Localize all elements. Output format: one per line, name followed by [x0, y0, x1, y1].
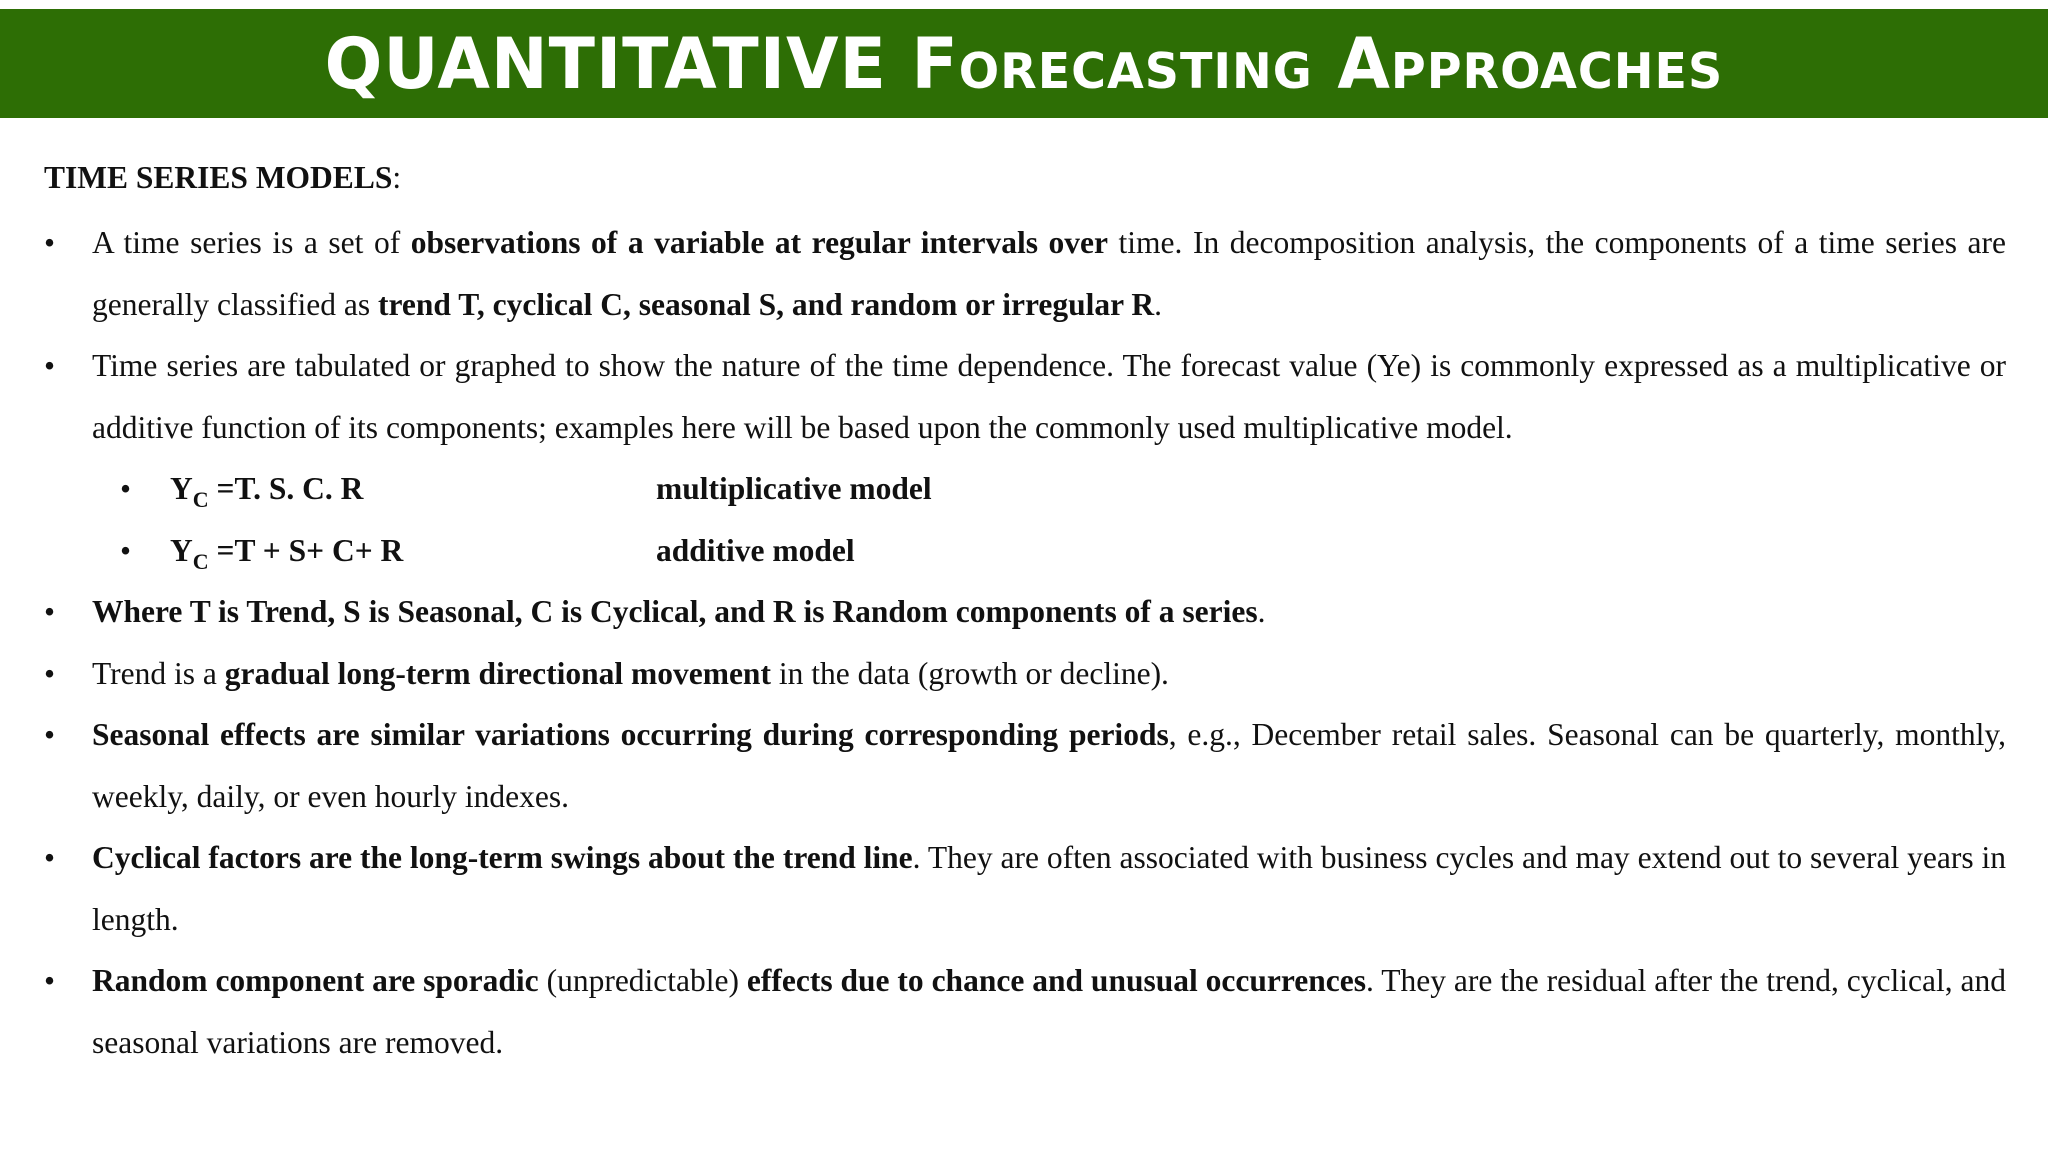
- bullet-icon: •: [44, 225, 56, 260]
- formula-y: Y: [170, 471, 193, 506]
- formula-subscript: C: [192, 487, 209, 512]
- bullet-seasonal: [44, 704, 2006, 827]
- bullet-icon: •: [44, 840, 56, 875]
- bullet-bold-text: Where T is Trend, S is Seasonal, C is Cyclical, and R is Random components of a series: [92, 594, 1258, 629]
- bullet-text: in the data (growth or decline).: [770, 655, 1169, 691]
- model-additive: [44, 520, 2006, 582]
- bullet-text: A time series is a set of: [92, 225, 411, 260]
- title-bar: [0, 9, 2048, 118]
- section-heading-label: TIME SERIES MODELS: [44, 160, 393, 195]
- bullet-bold-text: gradual long-term directional movement: [224, 655, 771, 691]
- bullet-text: time. In decomposition analysis, the components of a time series are generally classified as: [92, 225, 2006, 322]
- bullet-bold-text: trend T, cyclical C, seasonal S, and random or irregular R: [378, 286, 1155, 322]
- bullet-bold-text: observations of a variable at regular intervals over: [410, 225, 1109, 260]
- bullet-text: . They are often associated with business cycles and may extend out to several years in length.: [92, 840, 2007, 937]
- bullet-time-series-definition: [44, 212, 2006, 335]
- section-heading-colon: :: [392, 160, 402, 195]
- bullet-trend: [44, 643, 2006, 705]
- bullet-bold-text: Cyclical factors are the long-term swings about the trend line: [92, 840, 913, 875]
- bullet-bold-text: effects due to chance and unusual occurrences: [746, 963, 1367, 998]
- model-name: additive model: [656, 532, 855, 568]
- model-formula: [170, 520, 656, 582]
- bullet-icon: •: [44, 655, 56, 691]
- bullet-bold-text: Seasonal effects are similar variations occurring during corresponding periods: [92, 717, 1169, 752]
- bullet-cyclical: [44, 827, 2006, 950]
- bullet-icon: •: [44, 348, 56, 383]
- bullet-text: Trend is a: [92, 655, 225, 691]
- formula-y: Y: [170, 532, 193, 568]
- formula-expression: =T + S+ C+ R: [208, 532, 404, 568]
- sub-bullet-icon: •: [120, 471, 132, 506]
- sub-bullet-icon: •: [120, 532, 132, 568]
- section-heading: [44, 150, 2006, 212]
- bullet-icon: •: [44, 594, 56, 629]
- bullet-icon: •: [44, 717, 56, 752]
- slide-title: QUANTITATIVE Forecasting Approaches: [324, 22, 1724, 105]
- bullet-text: .: [1257, 594, 1266, 629]
- bullet-time-dependence: [44, 335, 2006, 458]
- formula-subscript: C: [192, 548, 209, 574]
- bullet-random: [44, 950, 2006, 1073]
- bullet-text: (unpredictable): [538, 963, 747, 998]
- bullet-text: .: [1154, 286, 1163, 322]
- bullet-components-definition: [44, 581, 2006, 643]
- bullet-text: Time series are tabulated or graphed to show the nature of the time dependence. The forecast value (Ye) is commonly expressed as a multiplicative or additive function of its components; examples here will be based upon the commonly used multiplicative model.: [92, 348, 2006, 445]
- bullet-text: . They are the residual after the trend, cyclical, and seasonal variations are removed.: [92, 963, 2006, 1060]
- model-multiplicative: [44, 458, 2006, 520]
- bullet-bold-text: Random component are sporadic: [92, 963, 539, 998]
- formula-expression: =T. S. C. R: [208, 471, 364, 506]
- bullet-text: , e.g., December retail sales. Seasonal can be quarterly, monthly, weekly, daily, or even hourly indexes.: [92, 717, 2006, 814]
- slide-content: [44, 150, 2006, 1073]
- model-name: multiplicative model: [656, 471, 932, 506]
- model-formula: [170, 458, 656, 520]
- bullet-icon: •: [44, 963, 56, 998]
